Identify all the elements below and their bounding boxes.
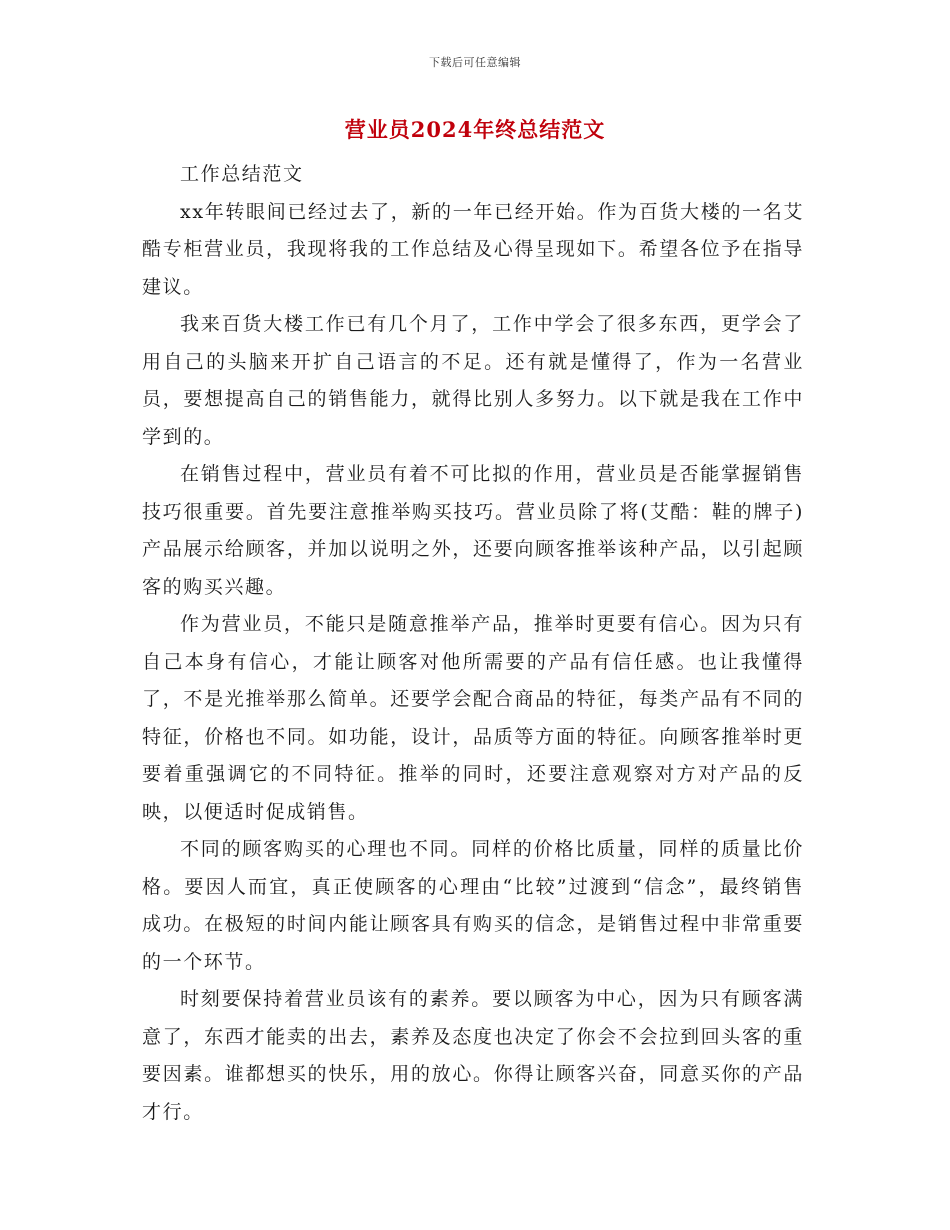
header-note: 下载后可任意编辑 [429,56,521,69]
paragraph: 时刻要保持着营业员该有的素养。要以顾客为中心，因为只有顾客满意了，东西才能卖的出去，素养及态度也决定了你会不会拉到回头客的重要因素。谁都想买的快乐，用的放心。你得让顾客兴奋，同意买你的产品才行。 [142,988,804,1123]
document-title: 营业员2024年终总结范文 [344,117,606,142]
document-body [142,156,804,1131]
paragraph: 作为营业员，不能只是随意推举产品，推举时更要有信心。因为只有自己本身有信心，才能让顾客对他所需要的产品有信任感。也让我懂得了，不是光推举那么简单。还要学会配合商品的特征，每类产品有不同的特征，价格也不同。如功能，设计，品质等方面的特征。向顾客推举时更要着重强调它的不同特征。推举的同时，还要注意观察对方对产品的反映，以便适时促成销售。 [142,613,804,823]
paragraph: xx年转眼间已经过去了，新的一年已经开始。作为百货大楼的一名艾酷专柜营业员，我现将我的工作总结及心得呈现如下。希望各位予在指导建议。 [142,200,804,298]
paragraph: 不同的顾客购买的心理也不同。同样的价格比质量，同样的质量比价格。要因人而宜，真正使顾客的心理由“比较”过渡到“信念”，最终销售成功。在极短的时间内能让顾客具有购买的信念，是销售过程中非常重要的一个环节。 [142,838,804,973]
paragraph: 在销售过程中，营业员有着不可比拟的作用，营业员是否能掌握销售技巧很重要。首先要注意推举购买技巧。营业员除了将(艾酷：鞋的牌子)产品展示给顾客，并加以说明之外，还要向顾客推举该种产品，以引起顾客的购买兴趣。 [142,463,804,598]
paragraph: 我来百货大楼工作已有几个月了，工作中学会了很多东西，更学会了用自己的头脑来开扩自己语言的不足。还有就是懂得了，作为一名营业员，要想提高自己的销售能力，就得比别人多努力。以下就是我在工作中学到的。 [142,313,804,448]
paragraph: 工作总结范文 [180,163,304,185]
